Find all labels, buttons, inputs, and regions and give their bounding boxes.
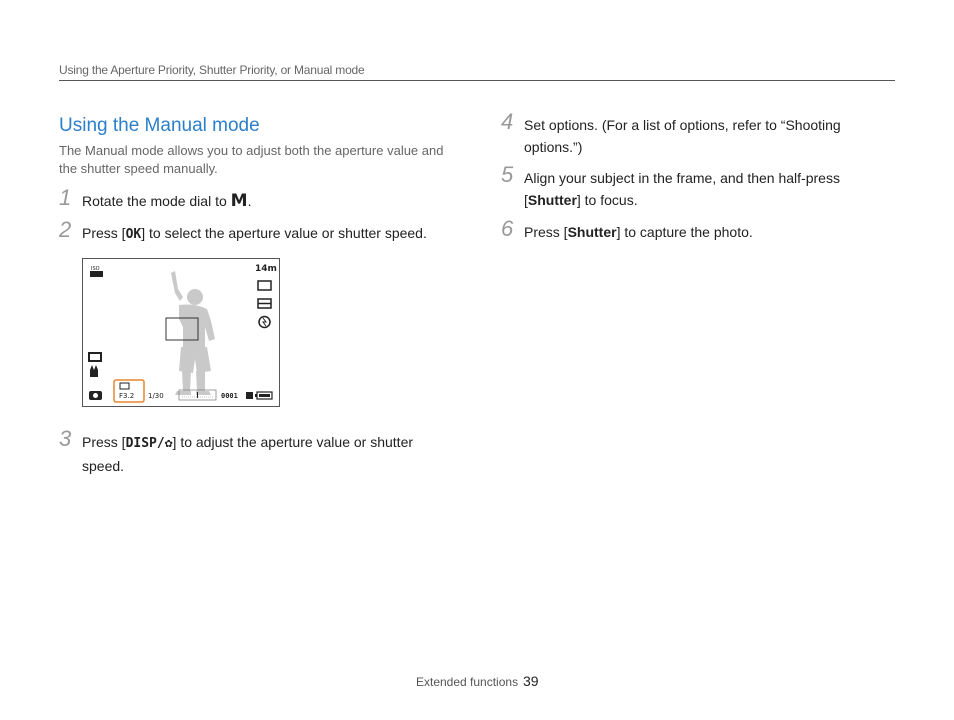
step-3 (59, 426, 459, 479)
aperture-value: F3.2 (119, 392, 135, 400)
step-text: Press [Shutter] to capture the photo. (524, 224, 753, 240)
quality-icon (258, 281, 271, 290)
step-text: Set options. (For a list of options, refer to “Shooting options.”) (524, 117, 841, 155)
svg-text:ISO: ISO (91, 266, 100, 272)
shutter-key: Shutter (527, 192, 577, 208)
shutter-value: 1/30 (148, 392, 164, 400)
child-silhouette (171, 271, 215, 395)
step-1 (59, 185, 459, 214)
memory-icon (246, 392, 253, 399)
shutter-key: Shutter (567, 224, 617, 240)
display-icon (89, 353, 101, 361)
step-5 (501, 162, 881, 215)
ok-button-icon: OK (125, 227, 142, 242)
step-6 (501, 216, 881, 245)
breadcrumb: Using the Aperture Priority, Shutter Priority, or Manual mode (59, 63, 365, 77)
section-title: Using the Manual mode (59, 115, 260, 136)
camera-screen-svg (83, 259, 279, 406)
step-2 (59, 217, 459, 246)
step-4 (501, 109, 881, 162)
battery-icon (255, 392, 272, 399)
step-number: 3 (59, 426, 72, 451)
page-number: 39 (523, 673, 539, 689)
camera-screen-illustration (82, 258, 280, 407)
mode-m-icon: M (230, 191, 248, 211)
step-text: Press [DISP/✿] to adjust the aperture value or shutter speed. (82, 434, 414, 474)
step-number: 5 (501, 162, 514, 187)
step-text: Align your subject in the frame, and then half-press [Shutter] to focus. (524, 170, 840, 208)
camera-mode-icon (89, 391, 102, 400)
step-number: 1 (59, 185, 72, 210)
step-text: Rotate the mode dial to M. (82, 191, 252, 211)
section-intro: The Manual mode allows you to adjust both the aperture value and the shutter speed manually. (59, 143, 444, 176)
iso-icon (90, 266, 103, 277)
resolution-icon: 14m (255, 264, 277, 274)
shot-counter: 0001 (221, 392, 238, 400)
footer-section-label: Extended functions (416, 675, 519, 689)
header-rule (59, 80, 895, 81)
disp-button-icon: DISP/✿ (125, 436, 173, 451)
step-number: 4 (501, 109, 514, 134)
step-number: 6 (501, 216, 514, 241)
step-number: 2 (59, 217, 72, 242)
step-text: Press [OK] to select the aperture value or shutter speed. (82, 225, 427, 242)
hand-shake-icon (90, 365, 98, 377)
